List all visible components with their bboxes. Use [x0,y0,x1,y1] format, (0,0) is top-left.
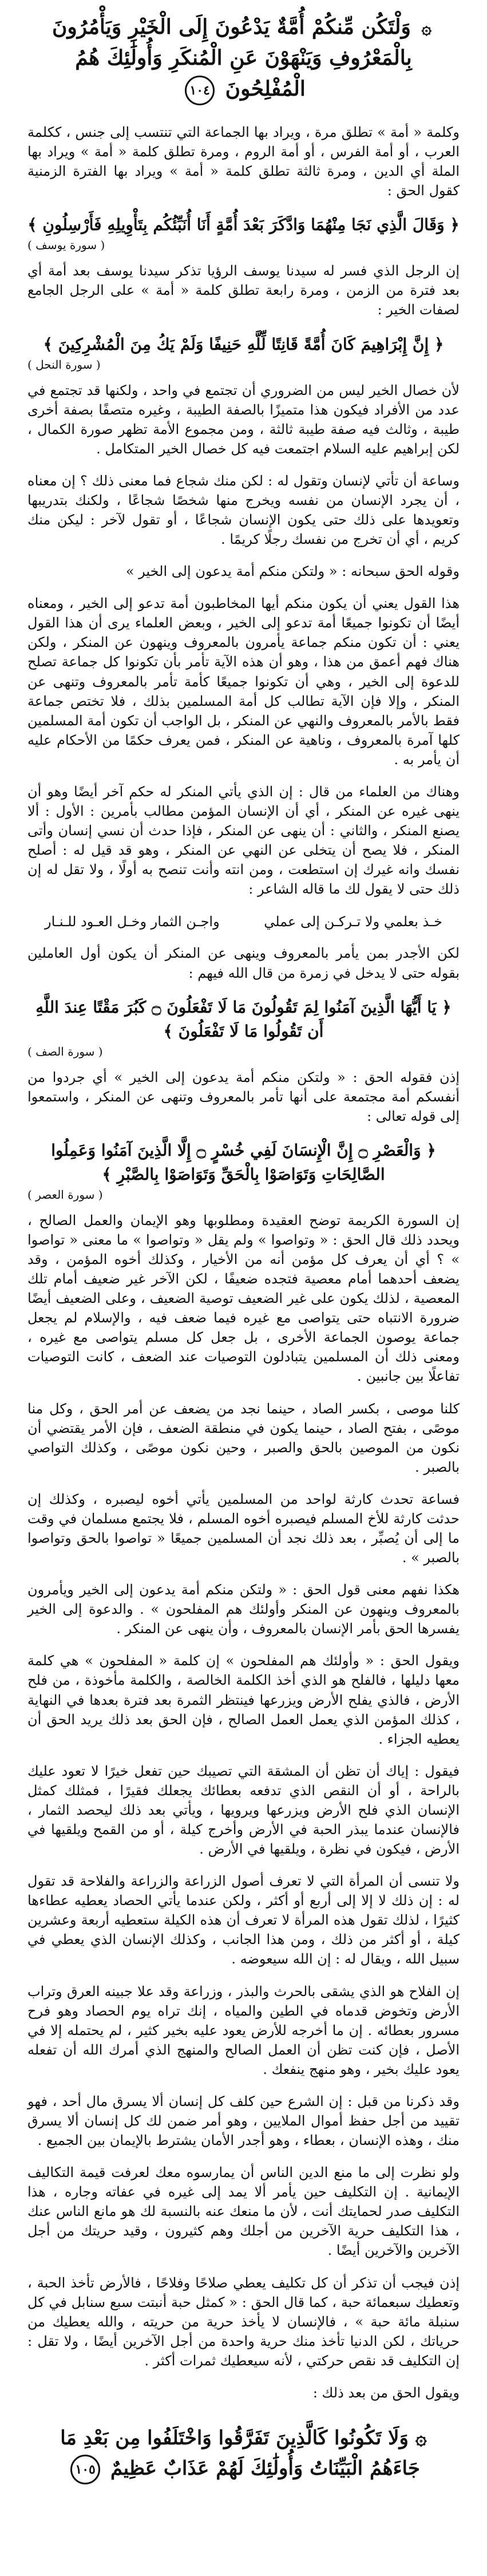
surah-citation: ( سورة الصف ) [27,1044,103,1058]
body-text [27,123,460,2403]
paragraph: إن الرجل الذي فسر له سيدنا يوسف الرؤيا تذكر سيدنا يوسف بعد أمة أي بعد فترة من الزمن ، ومرة رابعة تطلق كلمة « أمة » على الرجل الجامع لصفات الخير : [27,263,460,318]
poem-hemistich-second: واجـن الثمار وخـل العـود للـنـار [45,914,220,930]
footer-verse [27,2423,460,2484]
paragraph: وساعة أن تأتي لإنسان وتقول له : لكن منك شجاع فما معنى ذلك ؟ إن معناه ، أن يجرد الإنسان من نفسه ويخرج منها شخصًا شجاعًا ، ولكنك بتدريبها وتعويدها على ذلك حتى يكون الإنسان شجاعًا ، أو تقول لآخر : ليكن منك كريم ، أي أن تخرج من نفسك رجلًا كريمًا . [27,472,460,548]
verse-ornament-icon: ۞ [421,18,432,38]
paragraph: لكن الأجدر بمن يأمر بالمعروف وينهى عن المنكر أن يكون أول العاملين بقوله حتى لا يدخل في زمرة من قال الله فيهم : [27,945,460,981]
paragraph: هكذا نفهم معنى قول الحق : « ولتكن منكم أمة يدعون إلى الخير ويأمرون بالمعروف وينهون عن المنكر وأولئك هم المفلحون » . والدعوة إلى الخير يفسرها الحق بأمر الإنسان بالمعروف ، وأن ينهى عن المنكر . [27,1582,460,1637]
paragraph: ولا تنسى أن المرأة التي لا تعرف أصول الزراعة والزراعة والفلاحة قد تقول له : إن ذلك لا إلا إلى أربع أو أكثر ، ولكن عندما يأتي الحصاد يعطيه عطاءها كثيرًا ، لذلك تقول هذه المرأة لا تعرف أن هذه الكيلة ستعطيه أربعة وعشرين كيلة ، أو أكثر من ذلك ، ومن هذا الجانب ، وكذلك الإنسان الذي يعطي في سبيل الله ، ويقال له : إن الله سيعوضه . [27,1873,460,1967]
paragraph: هذا القول يعني أن يكون منكم أيها المخاطبون أمة تدعو إلى الخير ، ومعناه أيضًا أن تكونوا جميعًا أمة تدعو إلى الخير ، وبعض العلماء يرى أن هذا القول يعني : أن تكون منكم جماعة يأمرون بالمعروف وينهون عن المنكر ، ولكن هناك فهم أعمق من هذا ، وهو أن هذه الآية تأمر بأن تكونوا كل جماعة تصلح للدعوة إلى الخير ، وهي أن تكونوا جميعًا كأمة تأمر بالمعروف وتنهى عن المنكر ، وإلا فإن الآية تطالب كل أمة المسلمين بذلك ، فلا تختص جماعة فقط بالأمر بالمعروف والنهي عن المنكر ، بل الواجب أن تكون أمة المسلمين كلها آمرة بالمعروف ، وناهية عن المنكر ، فمن يعرف حكمًا من الأحكام عليه أن يأمر به . [27,595,460,768]
footer-verse-text: وَلَا تَكُونُوا كَالَّذِينَ تَفَرَّقُوا وَاخْتَلَفُوا مِن بَعْدِ مَا جَاءَهُمُ الْبَيِّنَاتُ وَأُولَٰئِكَ لَهُمْ عَذَابٌ عَظِيمٌ [60,2427,420,2480]
paragraph: ويقول الحق : « وأولئك هم المفلحون » إن كلمة « المفلحون » هي كلمة معها دليلها ، فالفلح هو الذي أخذ الكلمة الخالصة ، والكلمة مأخوذة ، من فلح الأرض ، فالذي يفلح الأرض ويزرعها فينتظر الثمرة بعد فترة بعدها في النهاية ، كذلك المؤمن الذي يعمل العمل الصالح ، فإن الحق بعد ذلك يريد الحق أن يعطيه الجزاء . [27,1653,460,1747]
surah-citation: ( سورة يوسف ) [27,238,105,252]
header-verse-number: ١٠٤ [185,76,215,105]
paragraph: إذن فقوله الحق : « ولتكن منكم أمة يدعون إلى الخير » أي جردوا من أنفسكم أمة مجتمعة على أنها تأمر بالمعروف وتنهى عن المنكر ، واستمعوا إلى قوله تعالى : [27,1069,460,1124]
verse-ornament-icon: ۞ [415,2427,427,2450]
poem-verse [45,911,442,932]
quran-quote: ﴿ إِنَّ إِبْرَاهِيمَ كَانَ أُمَّةً قَانِتًا لِّلَّهِ حَنِيفًا وَلَمْ يَكُ مِنَ الْمُشْرِكِينَ ﴾ [43,334,444,354]
surah-citation: ( سورة النحل ) [27,357,101,372]
quran-quote: ﴿ يَا أَيُّهَا الَّذِينَ آمَنُوا لِمَ تَقُولُونَ مَا لَا تَفْعَلُونَ ۝ كَبُرَ مَقْتًا عِندَ اللَّهِ أَن تَقُولُوا مَا لَا تَفْعَلُونَ ﴾ [35,997,452,1041]
paragraph: كلنا موصى ، بكسر الصاد ، حينما نجد من يضعف عن أمر الحق ، وكل منا موصًى ، بفتح الصاد ، حينما يكون في منطقة الضعف ، فإن الأمر يقتضي أن نكون من الموصين بالحق والصبر ، وحين نكون موصًى ، وكذلك التواصي بالصبر . [27,1400,460,1475]
paragraph: فساعة تحدث كارثة لواحد من المسلمين يأتي أخوه ليصبره ، وكذلك إن حدثت كارثة للأخ المسلم فيصبره أخوه المسلم ، فلا يجتمع مسلمان في وقت ما إلى أن يُصبِّر ، بعد ذلك نجد أن المسلمين جميعًا « تواصوا بالحق وتواصوا بالصبر » . [27,1491,460,1566]
paragraph: إن الفلاح هو الذي يشقى بالحرث والبذر ، وزراعة وقد علا جبينه العرق وتراب الأرض وتخوض قدماه في الطين والمياه ، إنك تراه يوم الحصاد وهو فرح مسرور بعطائه . إن ما أخرجه للأرض يعود عليه بخير كثير ، لم يحتمله إلا في الأصل ، فإن كنت تظن أن العمل الصالح والمنهج الذي أمرك الله أن تفعله يعود عليك بخير ، وهو منهج ينفعك . [27,1983,460,2077]
header-verse-text: وَلْتَكُن مِّنكُمْ أُمَّةٌ يَدْعُونَ إِلَى الْخَيْرِ وَيَأْمُرُونَ بِالْمَعْرُوفِ وَيَنْهَوْنَ عَنِ الْمُنكَرِ وَأُولَٰئِكَ هُمُ الْمُفْلِحُونَ [52,15,412,101]
quran-quote: ﴿ وَالْعَصْرِ ۝ إِنَّ الْإِنسَانَ لَفِي خُسْرٍ ۝ إِلَّا الَّذِينَ آمَنُوا وَعَمِلُوا الصَّالِحَاتِ وَتَوَاصَوْا بِالْحَقِّ وَتَوَاصَوْا بِالصَّبْرِ ﴾ [51,1140,436,1184]
paragraph: ولو نظرت إلى ما منع الدين الناس أن يمارسوه معك لعرفت قيمة التكاليف الإيمانية . إن التكليف حين يأمر ألا يمد إلى غيره في عفاته وجاره ، هذا التكليف صدر لحمايتك أنت ، لأن ما منعك عنه بالنسبة لك هو مانع الناس عنك ، هذا التكليف حرية الآخرين من أجلك وهم كثيرون ، وقيد حريتك من أجل الآخرين والآخرين أيضًا . [27,2164,460,2259]
surah-citation: ( سورة العصر ) [27,1187,103,1202]
paragraph: إن السورة الكريمة توضح العقيدة ومطلوبها وهو الإيمان والعمل الصالح ، ويحدد ذلك قال الحق : « وتواصوا » ولم يقل « وتواصوا » ما معنى « تواصوا » ؟ أي أن يعرف كل مؤمن أنه من الأخيار ، وكذلك أخوه المؤمن ، وقد يضعف أحدهما أمام معصية فتجده ضعيفًا ، لكن الآخر غير ضعيف أمام تلك المعصية ، لذلك يكون على غير الضعيف توصية الضعيف ، وعلى الضعيف أيضًا ضرورة الانتباه حتى يتواصى مع غيره فيما ضعف فيه ، والإسلام لم يجعل جماعة يوصون الجماعة الأخرى ، بل جعل كل مسلم يتواصى مع غيره ، ومعنى ذلك أن المسلمين يتبادلون التوصيات عند الضعف ، كانت التوصيات تفاعلًا بين جانبين . [27,1212,460,1385]
paragraph: إذن فيجب أن تذكر أن كل تكليف يعطي صلاحًا وفلاحًا ، فالأرض تأخذ الحبة ، وتعطيك سبعمائة حبة ، كما قال الحق : « كمثل حبة أنبتت سبع سنابل في كل سنبلة مائة حبة » ، فالإنسان لا يأخذ حرية من حريته ، والله يعطيك من حرياتك ، لكن الدنيا تأخذ منك حرية واحدة من أجل الآخرين أيضًا ، ولا تقل : إن التكليف قد نقص حركتي ، لأنه سيعطيك ثمرات أكثر . [27,2274,460,2369]
paragraph: وهناك من العلماء من قال : إن الذي يأتي المنكر له حكم آخر أيضًا وهو أن ينهى غيره عن المنكر ، أي أن الإنسان المؤمن مطالب بأمرين : الأول : ألا يصنع المنكر ، والثاني : أن ينهى عن المنكر ، فإذا حدث أن نسي إنسان وأتى المنكر ، فلا يصح أن يتخلى عن النهي عن المنكر ، وهو قد قيل له : أصلح نفسك وانه غيرك إن استطعت ، ومن انته وأنت تنصح به أولًا ، ولا تقل له إن ذلك حتى لا يقول لك ما قاله الشاعر : [27,783,460,898]
poem-hemistich-first: خـذ بعلمي ولا تـركـن إلى عملي [264,914,442,930]
header-verse [27,11,460,105]
paragraph: لأن خصال الخير ليس من الضروري أن تجتمع في واحد ، ولكنها قد تجتمع في عدد من الأفراد فيكون هذا متميزًا بالصفة الطيبة ، وغيره متصفًا بصفة أخرى طيبة ، وثالث فيه صفة طيبة ثالثة ، ومن مجموع الأمة تظهر صورة الكمال ، لكن إبراهيم عليه السلام اجتمعت فيه كل خصال الخير المتكامل . [27,382,460,457]
paragraph: ويقول الحق من بعد ذلك : [312,2384,460,2401]
footer-verse-number: ١٠٥ [70,2455,100,2484]
paragraph: وكلمة « أمة » تطلق مرة ، ويراد بها الجماعة التي تنتسب إلى جنس ، ككلمة العرب ، أو أمة الفرس ، أو أمة الروم ، ومرة تطلق كلمة « أمة » ويراد بها الملة أي الدين ، ومرة ثالثة تطلق كلمة « أمة » ويراد بها الفترة الزمنية كقول الحق : [27,124,460,199]
paragraph: فيقول : إياك أن تظن أن المشقة التي تصيبك حين تفعل خيرًا لا تعود عليك بالراحة ، أو أن النقص الذي تدفعه بعطائك يجعلك فقيرًا ، فمثلك كمثل الإنسان الذي فلح الأرض ويزرعها ويرويها ، ويأتي بعد ذلك ليحصد الثمار ، فالإنسان عندما يبذر الحبة في الأرض وأخرج كيلة ، أو من القمح ويلقيها في الأرض ، فيكون في نظرة ، ويلقيها في الأرض . [27,1763,460,1858]
quran-quote: ﴿ وَقَالَ الَّذِي نَجَا مِنْهُمَا وَادَّكَرَ بَعْدَ أُمَّةٍ أَنَا أُنَبِّئُكُم بِتَأْوِيلِهِ فَأَرْسِلُونِ ﴾ [27,215,460,235]
paragraph: وقوله الحق سبحانه : « ولتكن منكم أمة يدعون إلى الخير » [125,563,460,580]
paragraph: وقد ذكرنا من قبل : إن الشرع حين كلف كل إنسان ألا يسرق مال أحد ، فهو تقييد من أجل حفظ أموال الملايين ، وهو أمر ضمن لك كل إنسان ألا يسرق منك ، وهذه الإنسان ، بعطاء ، وهو أجدر الأمان يشترط بالإيمان بين الجميع . [27,2093,460,2149]
